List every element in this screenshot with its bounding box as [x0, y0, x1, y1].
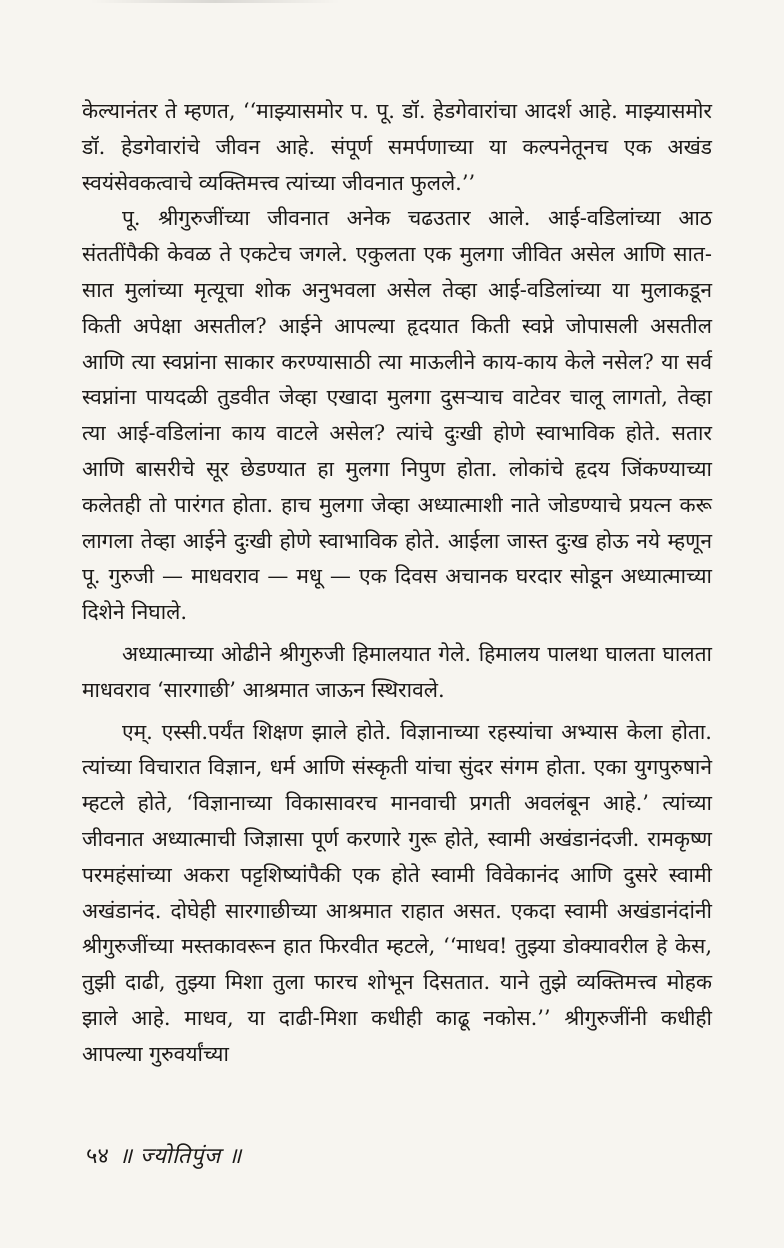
page-footer — [86, 1140, 242, 1170]
paragraph-2: पू. श्रीगुरुजींच्या जीवनात अनेक चढउतार आले. आई-वडिलांच्या आठ संततींपैकी केवळ ते एकटेच जगले. एकुलता एक मुलगा जीवित असेल आणि सात-सात मुलांच्या मृत्यूचा शोक अनुभवला असेल तेव्हा आई-वडिलांच्या या मुलाकडून किती अपेक्षा असतील? आईने आपल्या हृदयात किती स्वप्ने जोपासली असतील आणि त्या स्वप्नांना साकार करण्यासाठी त्या माऊलीने काय-काय केले नसेल? या सर्व स्वप्नांना पायदळी तुडवीत जेव्हा एखादा मुलगा दुसऱ्याच वाटेवर चालू लागतो, तेव्हा त्या आई-वडिलांना काय वाटले असेल? त्यांचे दुःखी होणे स्वाभाविक होते. सतार आणि बासरीचे सूर छेडण्यात हा मुलगा निपुण होता. लोकांचे हृदय जिंकण्याच्या कलेतही तो पारंगत होता. हाच मुलगा जेव्हा अध्यात्माशी नाते जोडण्याचे प्रयत्न करू लागला तेव्हा आईने दुःखी होणे स्वाभाविक होते. आईला जास्त दुःख होऊ नये म्हणून पू. गुरुजी — माधवराव — मधू — एक दिवस अचानक घरदार सोडून अध्यात्माच्या दिशेने निघाले. — [82, 206, 712, 625]
page-edge-shadow — [90, 0, 340, 3]
paragraph-1: केल्यानंतर ते म्हणत, ‘‘माझ्यासमोर प. पू. डॉ. हेडगेवारांचा आदर्श आहे. माझ्यासमोर डॉ. हेडगेवारांचे जीवन आहे. संपूर्ण समर्पणाच्या या कल्पनेतूनच एक अखंड स्वयंसेवकत्वाचे व्यक्तिमत्त्व त्यांच्या जीवनात फुलले.’’ — [82, 99, 712, 195]
book-title: ॥ ज्योतिपुंज ॥ — [118, 1144, 242, 1169]
body-text — [82, 94, 712, 1073]
paragraph-4: एम्. एस्सी.पर्यंत शिक्षण झाले होते. विज्ञानाच्या रहस्यांचा अभ्यास केला होता. त्यांच्या विचारात विज्ञान, धर्म आणि संस्कृती यांचा सुंदर संगम होता. एका युगपुरुषाने म्हटले होते, ‘विज्ञानाच्या विकासावरच मानवाची प्रगती अवलंबून आहे.’ त्यांच्या जीवनात अध्यात्माची जिज्ञासा पूर्ण करणारे गुरू होते, स्वामी अखंडानंदजी. रामकृष्ण परमहंसांच्या अकरा पट्टशिष्यांपैकी एक होते स्वामी विवेकानंद आणि दुसरे स्वामी अखंडानंद. दोघेही सारगाछीच्या आश्रमात राहात असत. एकदा स्वामी अखंडानंदांनी श्रीगुरुजींच्या मस्तकावरून हात फिरवीत म्हटले, ‘‘माधव! तुझ्या डोक्यावरील हे केस, तुझी दाढी, तुझ्या मिशा तुला फारच शोभून दिसतात. याने तुझे व्यक्तिमत्त्व मोहक झाले आहे. माधव, या दाढी-मिशा कधीही काढू नकोस.’’ श्रीगुरुजींनी कधीही आपल्या गुरुवर्यांच्या — [82, 719, 712, 1066]
paragraph-3: अध्यात्माच्या ओढीने श्रीगुरुजी हिमालयात गेले. हिमालय पालथा घालता घालता माधवराव ‘सारगाछी’ आश्रमात जाऊन स्थिरावले. — [82, 641, 712, 702]
page-number: ५४ — [86, 1144, 109, 1169]
